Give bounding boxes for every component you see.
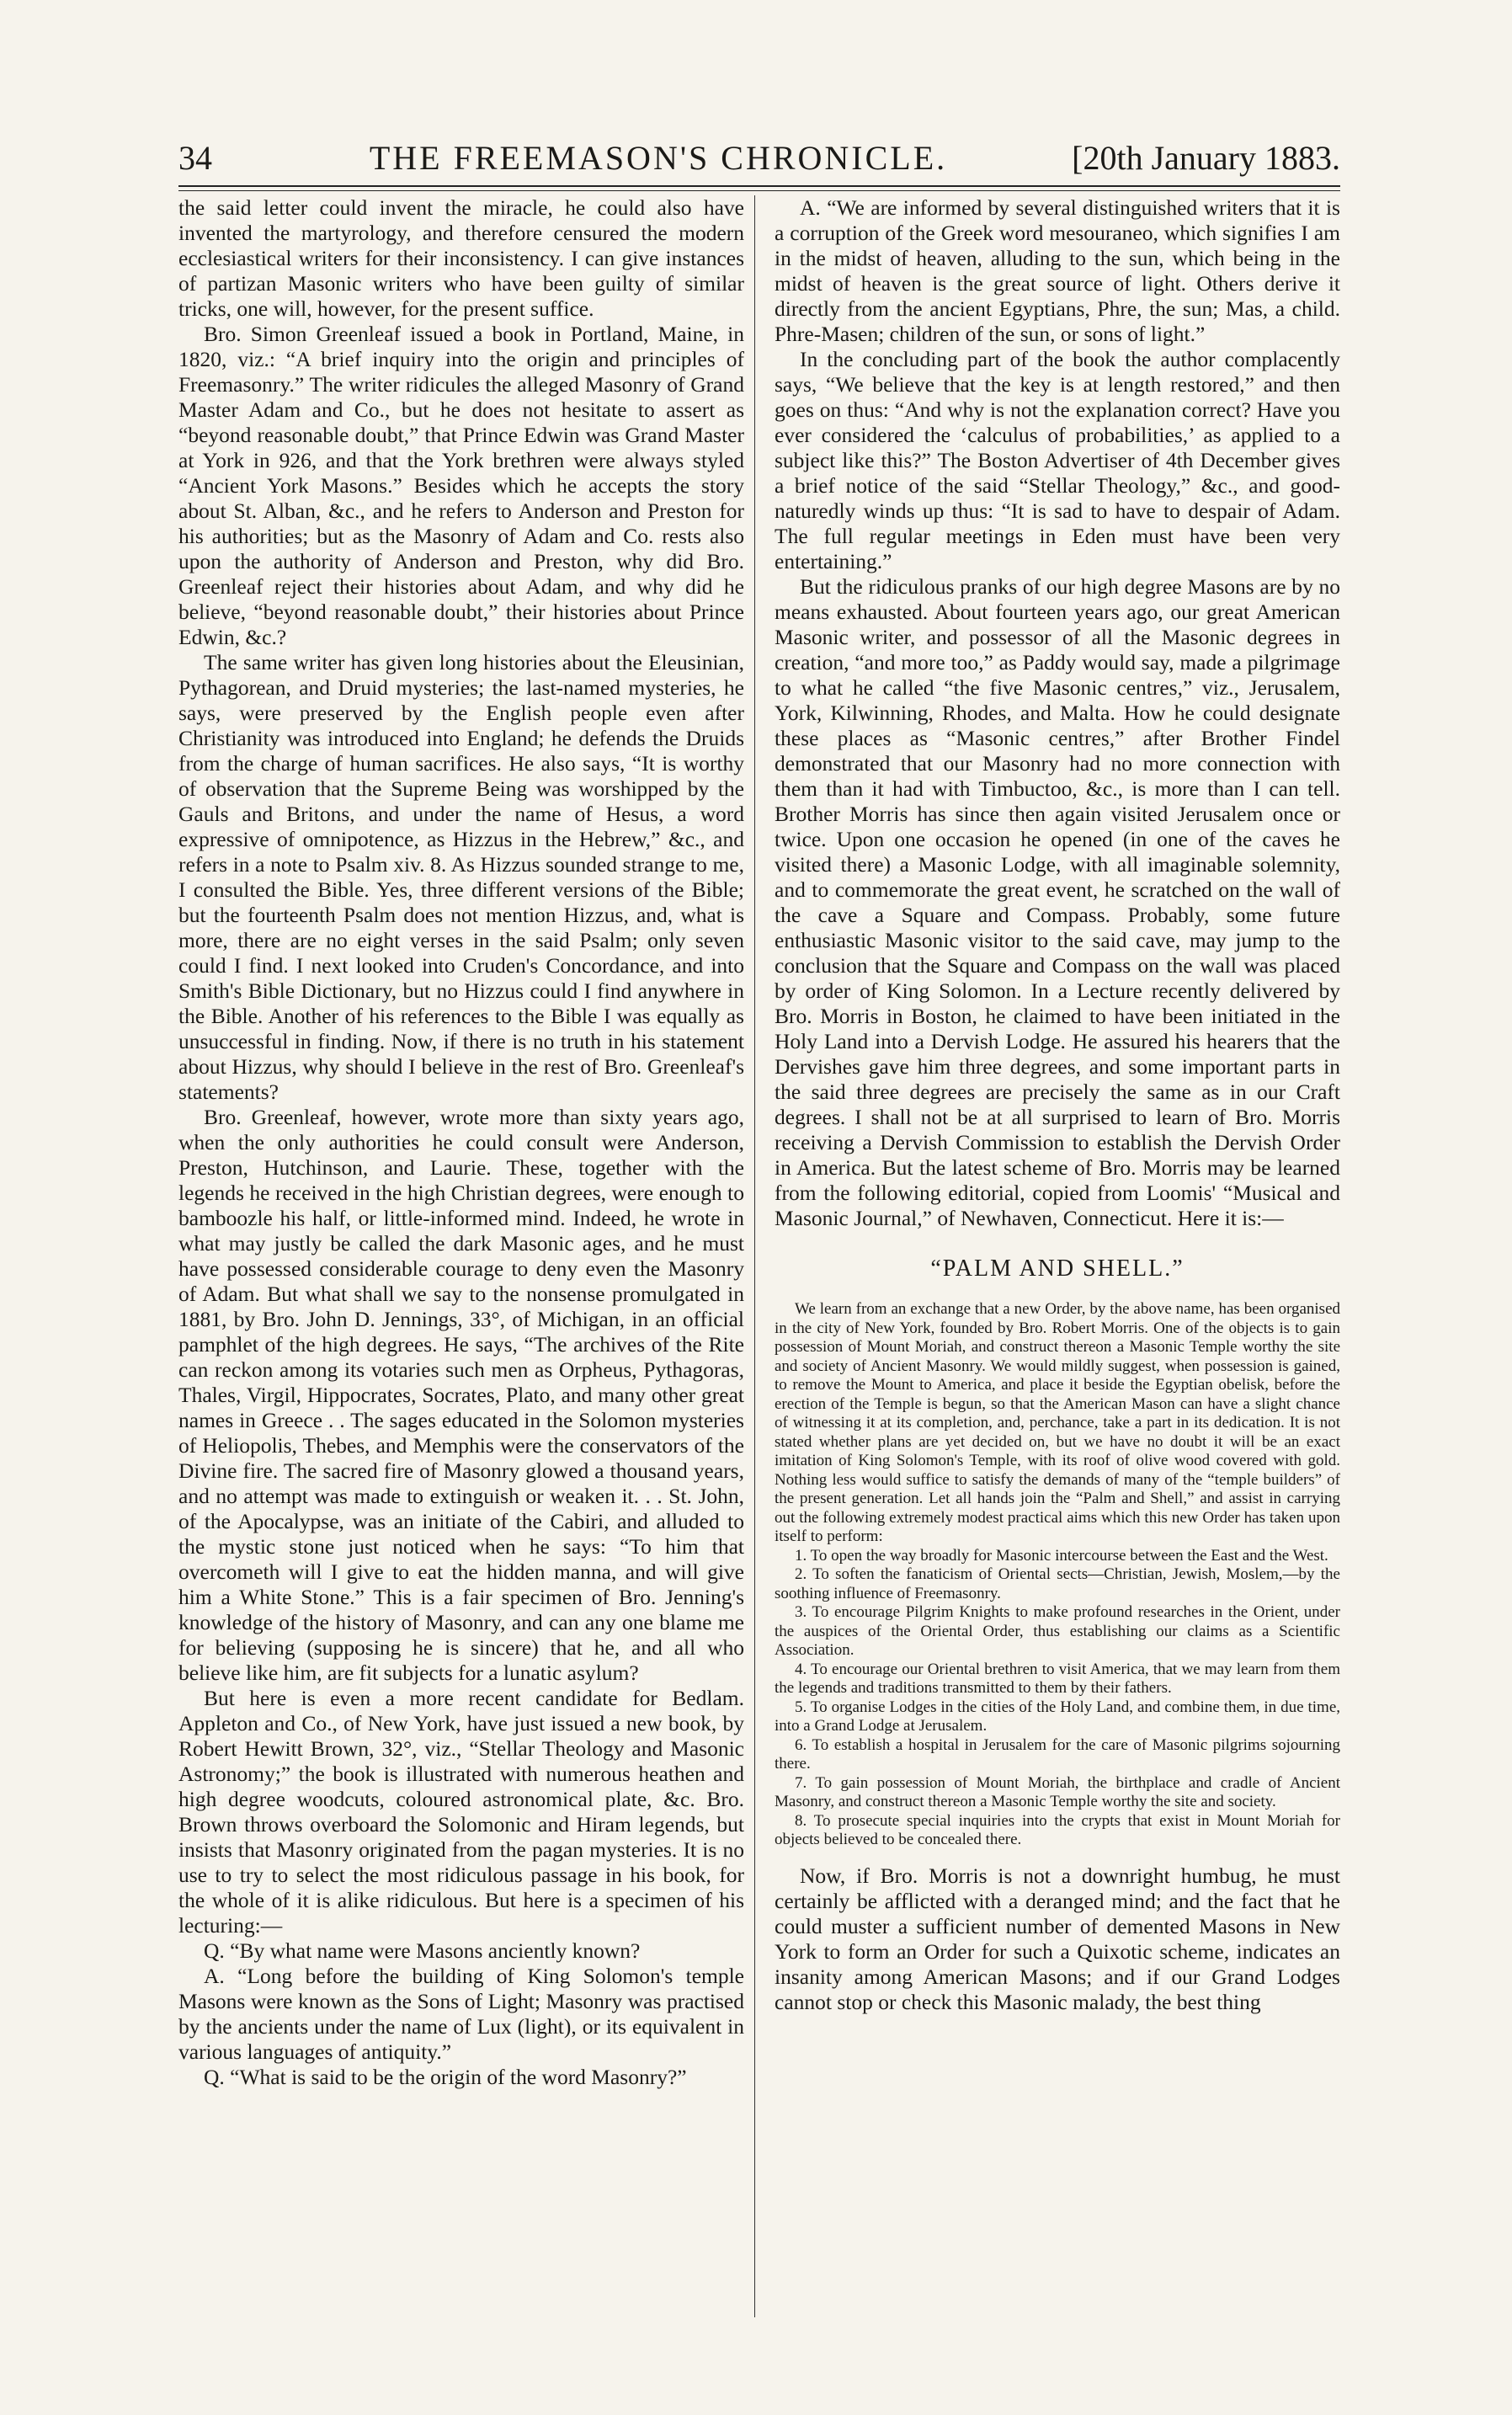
- paragraph: Q. “What is said to be the origin of the word Masonry?”: [204, 2065, 687, 2089]
- paragraph: A. “We are informed by several distinguished writers that it is a corruption of the Greek word mesouraneo, which signifies I am in the midst of heaven, alluding to the sun, which being in the midst of heaven is the great source of light. Others derive it directly from the ancient Egyptians, Phre, the sun; Mas, a child. Phre-Masen; children of the sun, or sons of light.”: [775, 195, 1340, 346]
- publication-title: THE FREEMASON'S CHRONICLE.: [369, 139, 948, 177]
- paragraph: In the concluding part of the book the author complacently says, “We believe that the key is at length restored,” and then goes on thus: “And why is not the explanation correct? Have you ever considered the ‘calculus of probabilities,’ as applied to a subject like this?” The Boston Advertiser of 4th December gives a brief notice of the said “Stellar Theology,” &c., and good-naturedly winds up thus: “It is sad to have to despair of Adam. The full regular meetings in Eden must have been very entertaining.”: [775, 347, 1340, 573]
- paragraph: Bro. Simon Greenleaf issued a book in Portland, Maine, in 1820, viz.: “A brief inquiry into the origin and principles of Freemasonry.” The writer ridicules the alleged Masonry of Grand Master Adam and Co., but he does not hesitate to assert as “beyond reasonable doubt,” that Prince Edwin was Grand Master at York in 926, and that the York brethren were always styled “Ancient York Masons.” Besides which he accepts the story about St. Alban, &c., and he refers to Anderson and Preston for his authorities; but as the Masonry of Adam and Co. rests also upon the authority of Anderson and Preston, why did Bro. Greenleaf reject their histories about Adam, and why did he believe, “beyond reasonable doubt,” their histories about Prince Edwin, &c.?: [178, 322, 744, 649]
- issue-date: [20th January 1883.: [1072, 139, 1340, 177]
- header-rule: [178, 185, 1340, 187]
- masthead: [178, 135, 1340, 182]
- header-rule-thin: [178, 190, 1340, 191]
- quoted-paragraph: We learn from an exchange that a new Order, by the above name, has been organised in the city of New York, founded by Bro. Robert Morris. One of the objects is to gain possession of Mount Moriah, and construct thereon a Masonic Temple worthy the site and society of Ancient Masonry. We would mildly suggest, when possession is gained, to remove the Mount to America, and place it beside the Egyptian obelisk, before the erection of the Temple is begun, so that the American Mason can have a slight chance of witnessing it at its completion, and, perchance, take a part in its dedication. It is not stated whether plans are yet decided on, but we have no doubt it will be an exact imitation of King Solomon's Temple, with its roof of olive wood covered with gold. Nothing less would suffice to satisfy the demands of many of the “temple builders” of the present generation. Let all hands join the “Palm and Shell,” and assist in carrying out the following extremely modest practical aims which this new Order has taken upon itself to perform:: [775, 1300, 1340, 1545]
- list-item: 2. To soften the fanaticism of Oriental sects—Christian, Jewish, Moslem,—by the soothing influence of Freemasonry.: [775, 1565, 1340, 1602]
- paragraph: Now, if Bro. Morris is not a downright humbug, he must certainly be afflicted with a deranged mind; and the fact that he could muster a sufficient number of demented Masons in New York to form an Order for such a Quixotic scheme, indicates an insanity among American Masons; and if our Grand Lodges cannot stop or check this Masonic malady, the best thing: [775, 1863, 1340, 2014]
- paragraph: Bro. Greenleaf, however, wrote more than sixty years ago, when the only authorities he could consult were Anderson, Preston, Hutchinson, and Laurie. These, together with the legends he received in the high Christian degrees, were enough to bamboozle his half, or little-informed mind. Indeed, he wrote in what may justly be called the dark Masonic ages, and he must have possessed considerable courage to deny even the Masonry of Adam. But what shall we say to the nonsense promulgated in 1881, by Bro. John D. Jennings, 33°, of Michigan, in an official pamphlet of the high degrees. He says, “The archives of the Rite can reckon among its votaries such men as Orpheus, Pythagoras, Thales, Virgil, Hippocrates, Socrates, Plato, and many other great names in Greece . . The sages educated in the Solomon mysteries of Heliopolis, Thebes, and Memphis were the conservators of the Divine fire. The sacred fire of Masonry glowed a thousand years, and no attempt was made to extinguish or weaken it. . . St. John, of the Apocalypse, was an initiate of the Cabiri, and alluded to the mystic stone just noticed when he says: “To him that overcometh will I give to eat the hidden manna, and will give him a White Stone.” This is a fair specimen of Bro. Jenning's knowledge of the history of Masonry, and can any one blame me for believing (supposing he is sincere) that he, and all who believe like him, are fit subjects for a lunatic asylum?: [178, 1105, 744, 1685]
- paragraph: But the ridiculous pranks of our high degree Masons are by no means exhausted. About fourteen years ago, our great American Masonic writer, and possessor of all the Masonic degrees in creation, “and more too,” as Paddy would say, made a pilgrimage to what he called “the five Masonic centres,” viz., Jerusalem, York, Kilwinning, Rhodes, and Malta. How he could designate these places as “Masonic centres,” after Brother Findel demonstrated that our Masonry had no more connection with them than it had with Timbuctoo, &c., is more than I can tell. Brother Morris has since then again visited Jerusalem once or twice. Upon one occasion he opened (in one of the caves he visited there) a Masonic Lodge, with all imaginable solemnity, and to commemorate the great event, he scratched on the wall of the cave a Square and Compass. Probably, some future enthusiastic Masonic visitor to the said cave, may jump to the conclusion that the Square and Compass on the wall was placed by order of King Solomon. In a Lecture recently delivered by Bro. Morris in Boston, he claimed to have been initiated in the Holy Land into a Dervish Lodge. He assured his hearers that the Dervishes gave him three degrees, and some important parts in the said three degrees are precisely the same as in our Craft degrees. I shall not be at all surprised to learn of Bro. Morris receiving a Dervish Commission to establish the Dervish Order in America. But the latest scheme of Bro. Morris may be learned from the following editorial, copied from Loomis' “Musical and Masonic Journal,” of Newhaven, Connecticut. Here it is:—: [775, 574, 1340, 1230]
- list-item: 8. To prosecute special inquiries into the crypts that exist in Mount Moriah for objects believed to be concealed there.: [775, 1811, 1340, 1848]
- column-divider: [754, 195, 755, 2317]
- left-column: [178, 195, 744, 2317]
- list-item: 5. To organise Lodges in the cities of the Holy Land, and combine them, in due time, into a Grand Lodge at Jerusalem.: [775, 1698, 1340, 1735]
- section-heading: “PALM AND SHELL.”: [930, 1255, 1185, 1282]
- list-item: 6. To establish a hospital in Jerusalem for the care of Masonic pilgrims sojourning there.: [775, 1735, 1340, 1773]
- paragraph: But here is even a more recent candidate for Bedlam. Appleton and Co., of New York, have just issued a new book, by Robert Hewitt Brown, 32°, viz., “Stellar Theology and Masonic Astronomy;” the book is illustrated with numerous heathen and high degree woodcuts, coloured astronomical plate, &c. Bro. Brown throws overboard the Solomonic and Hiram legends, but insists that Masonry originated from the pagan mysteries. It is no use to try to select the most ridiculous passage in his book, for the whole of it is alike ridiculous. But here is a specimen of his lecturing:—: [178, 1686, 744, 1938]
- right-column: [775, 195, 1340, 2317]
- list-item: 3. To encourage Pilgrim Knights to make profound researches in the Orient, under the auspices of the Oriental Order, thus establishing our claims as a Scientific Association.: [775, 1603, 1340, 1659]
- page-number: 34: [178, 139, 212, 177]
- paragraph: A. “Long before the building of King Solomon's temple Masons were known as the Sons of Light; Masonry was practised by the ancients under the name of Lux (light), or its equivalent in various languages of antiquity.”: [178, 1964, 744, 2064]
- list-item: 1. To open the way broadly for Masonic intercourse between the East and the West.: [795, 1546, 1328, 1565]
- paragraph: Q. “By what name were Masons anciently known?: [204, 1938, 641, 1963]
- paragraph: The same writer has given long histories about the Eleusinian, Pythagorean, and Druid mysteries; the last-named mysteries, he says, were preserved by the English people even after Christianity was introduced into England; he defends the Druids from the charge of human sacrifices. He also says, “It is worthy of observation that the Supreme Being was worshipped by the Gauls and Britons, and under the name of Hesus, a word expressive of omnipotence, as Hizzus in the Hebrew,” &c., and refers in a note to Psalm xiv. 8. As Hizzus sounded strange to me, I consulted the Bible. Yes, three different versions of the Bible; but the fourteenth Psalm does not mention Hizzus, and, what is more, there are no eight verses in the said Psalm; only seven could I find. I next looked into Cruden's Concordance, and into Smith's Bible Dictionary, but no Hizzus could I find anywhere in the Bible. Another of his references to the Bible I was equally as unsuccessful in finding. Now, if there is no truth in his statement about Hizzus, why should I believe in the rest of Bro. Greenleaf's statements?: [178, 650, 744, 1104]
- paragraph: the said letter could invent the miracle, he could also have invented the martyrology, and therefore censured the modern ecclesiastical writers for their inconsistency. I can give instances of partizan Masonic writers who have been guilty of similar tricks, one will, however, for the present suffice.: [178, 195, 744, 321]
- quoted-editorial: [775, 1300, 1340, 1850]
- list-item: 4. To encourage our Oriental brethren to visit America, that we may learn from them the legends and traditions transmitted to them by their fathers.: [775, 1660, 1340, 1697]
- list-item: 7. To gain possession of Mount Moriah, the birthplace and cradle of Ancient Masonry, and construct thereon a Masonic Temple worthy the site and society.: [775, 1773, 1340, 1810]
